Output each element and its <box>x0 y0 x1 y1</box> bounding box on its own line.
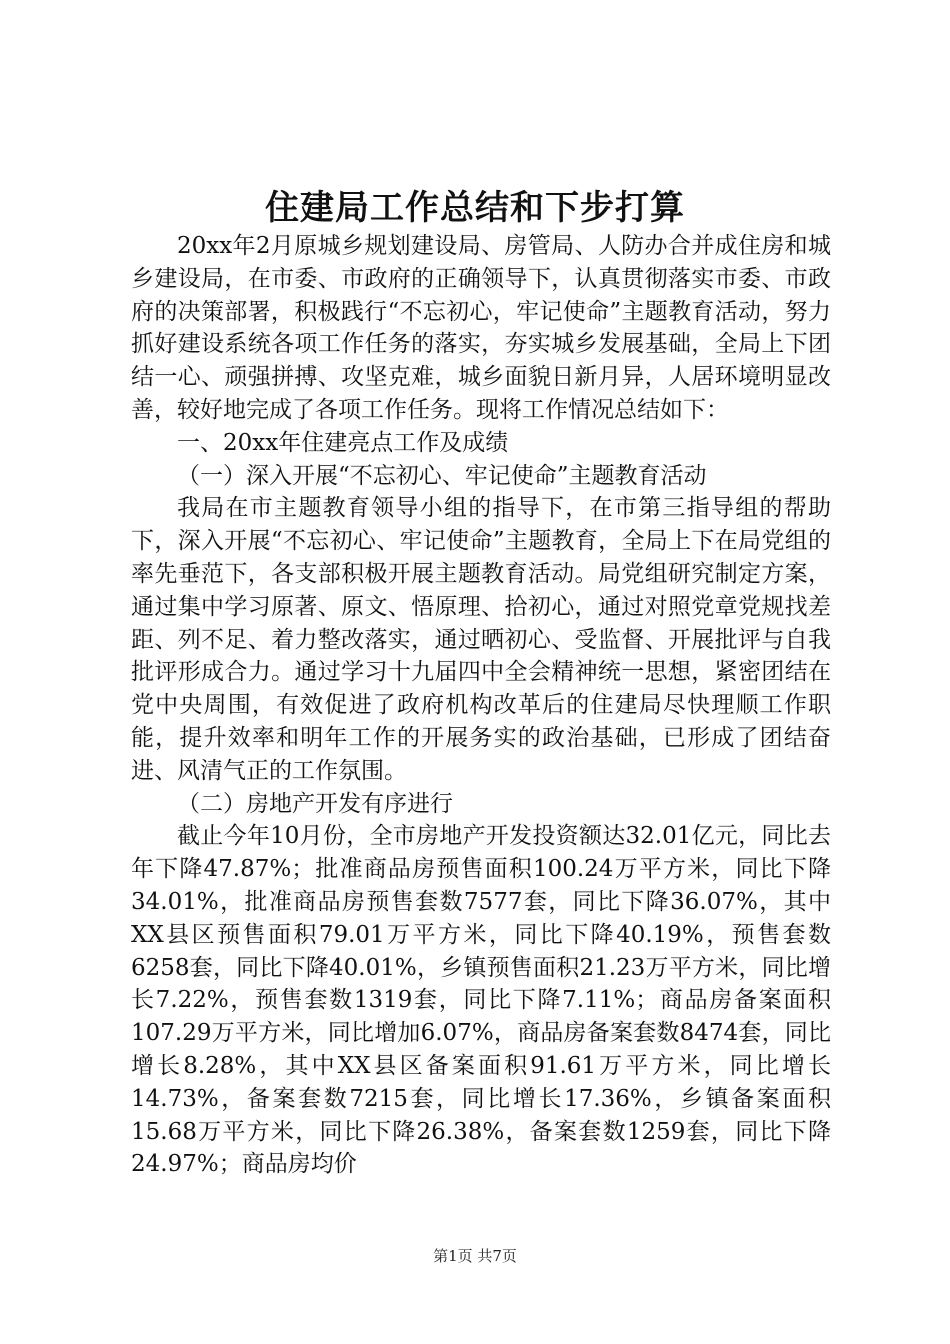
paragraph-real-estate: 截止今年10月份，全市房地产开发投资额达32.01亿元，同比去年下降47.87%；批准商品房预售面积100.24万平方米，同比下降34.01%，批准商品房预售套数7577套，同比下降36.07%，其中XX县区预售面积79.01万平方米，同比下降40.19%，预售套数6258套，同比下降40.01%，乡镇预售面积21.23万平方米，同比增长7.22%，预售套数1319套，同比下降7.11%；商品房备案面积107.29万平方米，同比增加6.07%，商品房备案套数8474套，同比增长8.28%，其中XX县区备案面积91.61万平方米，同比增长14.73%，备案套数7215套，同比增长17.36%，乡镇备案面积15.68万平方米，同比下降26.38%，备案套数1259套，同比下降24.97%；商品房均价 <box>131 823 831 1178</box>
subsection-heading-2: （二）房地产开发有序进行 <box>177 790 453 817</box>
section-heading-1: 一、20xx年住建亮点工作及成绩 <box>177 429 509 456</box>
page-footer: 第1页 共7页 <box>433 1247 517 1265</box>
subsection-heading-1: （一）深入开展“不忘初心、牢记使命”主题教育活动 <box>177 462 707 489</box>
paragraph-education: 我局在市主题教育领导小组的指导下，在市第三指导组的帮助下，深入开展“不忘初心、牢记使命”主题教育，全局上下在局党组的率先垂范下，各支部积极开展主题教育活动。局党组研究制定方案，通过集中学习原著、原文、悟原理、拾初心，通过对照党章党规找差距、列不足、着力整改落实，通过晒初心、受监督、开展批评与自我批评形成合力。通过学习十九届四中全会精神统一思想，紧密团结在党中央周围，有效促进了政府机构改革后的住建局尽快理顺工作职能，提升效率和明年工作的开展务实的政治基础，已形成了团结奋进、风清气正的工作氛围。 <box>131 495 831 784</box>
document-title: 住建局工作总结和下步打算 <box>265 188 685 228</box>
paragraph-intro: 20xx年2月原城乡规划建设局、房管局、人防办合并成住房和城乡建设局，在市委、市政府的正确领导下，认真贯彻落实市委、市政府的决策部署，积极践行“不忘初心，牢记使命”主题教育活动，努力抓好建设系统各项工作任务的落实，夯实城乡发展基础，全局上下团结一心、顽强拼搏、攻坚克难，城乡面貌日新月异，人居环境明显改善，较好地完成了各项工作任务。现将工作情况总结如下： <box>131 233 831 423</box>
document-body <box>131 230 831 1181</box>
